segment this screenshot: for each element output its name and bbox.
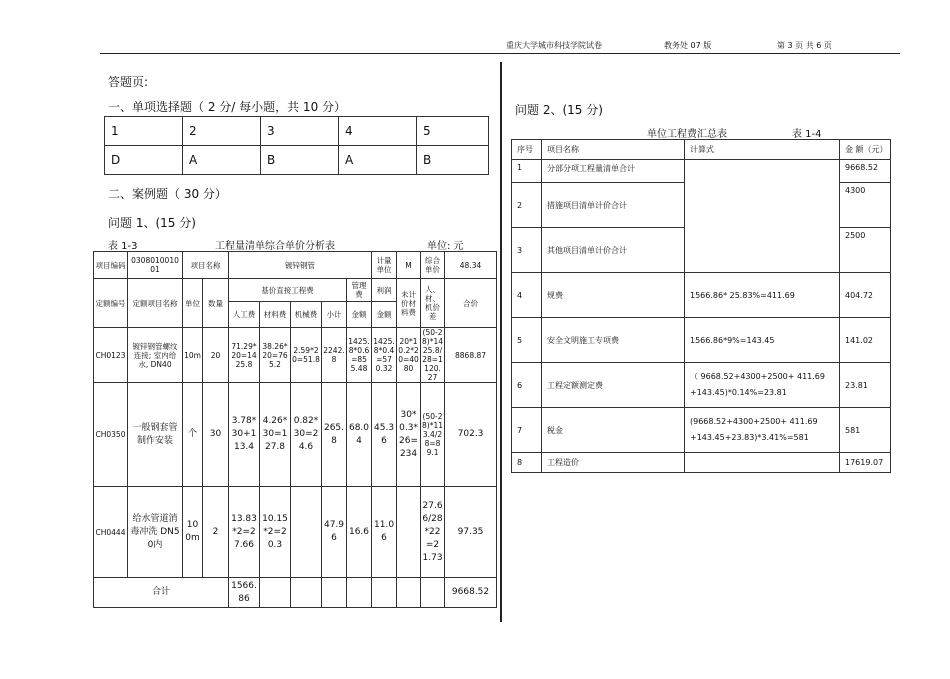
row-item: 工程造价 [542, 453, 685, 473]
row-seq: 5 [512, 318, 542, 363]
row-code: CH0123 [94, 328, 128, 383]
row-amount: 23.81 [840, 363, 891, 408]
row-item: 分部分项工程量清单合计 [542, 160, 685, 183]
answer-table [104, 116, 489, 175]
row-amount: 141.02 [840, 318, 891, 363]
row-unit: 10m [183, 328, 203, 383]
table14-title: 单位工程费汇总表 [647, 129, 727, 140]
col-head-total: 合价 [445, 279, 497, 328]
row-labor: 13.83*2=27.66 [229, 487, 260, 578]
table-row [512, 318, 891, 363]
row-seq: 3 [512, 228, 542, 273]
col-head-formula: 计算式 [685, 140, 840, 160]
header-rule [100, 53, 900, 54]
col-head-amount: 金 额（元） [840, 140, 891, 160]
row-amount: 2500 [840, 228, 891, 273]
project-code-label: 项目编码 [94, 252, 128, 279]
row-mgmt: 1425.8*0.6=855.48 [347, 328, 372, 383]
row-machine: 2.59*20=51.8 [291, 328, 322, 383]
row-unpriced [397, 487, 421, 578]
row-unit: 个 [183, 383, 203, 487]
row-amount: 4300 [840, 183, 891, 228]
measure-unit: M [397, 252, 421, 279]
table-row [512, 408, 891, 453]
col-head-code: 定额编号 [94, 279, 128, 328]
row-diff: (50-28)*14 25.8/28=1120.27 [422, 328, 444, 382]
row-total: 702.3 [445, 383, 497, 487]
answer-number: 4 [339, 117, 417, 146]
row-seq: 4 [512, 273, 542, 318]
answer-number: 2 [183, 117, 261, 146]
unit-price: 48.34 [445, 252, 497, 279]
row-material: 38.26*20=765.2 [260, 328, 291, 383]
answer-number: 5 [417, 117, 489, 146]
row-item: 规费 [542, 273, 685, 318]
col-head-diff: 人、材、机价差 [421, 279, 445, 328]
row-profit: 45.36 [372, 383, 397, 487]
row-subtotal: 47.96 [322, 487, 347, 578]
answer-choice: A [183, 146, 261, 175]
table-row [512, 453, 891, 473]
total-sum: 9668.52 [445, 578, 497, 608]
row-labor: 3.78*30+113.4 [229, 383, 260, 487]
col-head-labor: 人工费 [229, 302, 260, 328]
measure-unit-label: 计量单位 [372, 252, 397, 279]
col-head-material: 材料费 [260, 302, 291, 328]
row-seq: 7 [512, 408, 542, 453]
row-subtotal: 2242.8 [322, 328, 347, 383]
row-seq: 6 [512, 363, 542, 408]
row-name: 镀锌钢管螺纹连接; 室内给水, DN40 [128, 328, 183, 383]
col-head-machine: 机械费 [291, 302, 322, 328]
table14-label: 表 1-4 [792, 129, 822, 140]
answer-choice: B [261, 146, 339, 175]
row-diff: (50-28)*113.4/28=89.1 [421, 383, 445, 487]
row-material: 10.15*2=20.3 [260, 487, 291, 578]
col-head-unit: 单位 [183, 279, 203, 328]
unit-price-analysis-table [93, 251, 497, 608]
row-seq: 1 [512, 160, 542, 183]
table-row [512, 363, 891, 408]
column-divider [500, 62, 502, 622]
col-head-qty: 数量 [203, 279, 229, 328]
table13-unit: 单位: 元 [427, 241, 464, 252]
row-code: CH0444 [94, 487, 128, 578]
row-qty: 20 [203, 328, 229, 383]
question1-title: 问题 1、(15 分) [108, 216, 196, 230]
row-total: 8868.87 [445, 328, 497, 383]
row-formula: （ 9668.52+4300+2500+ 411.69 +143.45)*0.14%=23.81 [685, 363, 840, 408]
row-amount: 17619.07 [840, 453, 891, 473]
col-head-name: 定额项目名称 [128, 279, 183, 328]
table-row [94, 487, 497, 578]
answer-choice: A [339, 146, 417, 175]
row-machine [291, 487, 322, 578]
row-name: 给水管道消毒冲洗 DN50内 [128, 487, 183, 578]
table13-title: 工程量清单综合单价分析表 [215, 241, 335, 252]
section2-title: 二、案例题（ 30 分） [108, 187, 227, 201]
row-formula: 1566.86*9%=143.45 [685, 318, 840, 363]
col-head-direct: 基价直接工程费 [229, 279, 347, 302]
section1-title: 一、单项选择题（ 2 分/ 每小题，共 10 分） [108, 100, 347, 114]
col-head-item: 项目名称 [542, 140, 685, 160]
project-name-label: 项目名称 [183, 252, 229, 279]
table-row [512, 160, 891, 183]
row-formula [685, 453, 840, 473]
row-formula: 1566.86* 25.83%=411.69 [685, 273, 840, 318]
row-subtotal: 265.8 [322, 383, 347, 487]
row-item: 其他项目清单计价合计 [542, 228, 685, 273]
row-formula [685, 160, 840, 273]
row-formula: (9668.52+4300+2500+ 411.69 +143.45+23.83)*3.41%=581 [685, 408, 840, 453]
unit-price-label: 综合单价 [421, 252, 445, 279]
row-item: 措施项目清单计价合计 [542, 183, 685, 228]
col-head-profit: 利润 [372, 279, 397, 302]
school-name: 重庆大学城市科技学院试卷 [506, 41, 602, 50]
row-unit: 10 0m [183, 487, 203, 578]
project-name: 镀锌钢管 [229, 252, 372, 279]
cost-summary-table [511, 139, 891, 473]
col-head-mgmt: 管理费 [347, 279, 372, 302]
total-labor: 1566.86 [229, 578, 260, 608]
col-head-seq: 序号 [512, 140, 542, 160]
project-code: 030801001001 [128, 252, 183, 279]
row-code: CH0350 [94, 383, 128, 487]
row-seq: 2 [512, 183, 542, 228]
row-item: 工程定额测定费 [542, 363, 685, 408]
page-number: 第 3 页 共 6 页 [777, 41, 832, 50]
answer-choice: D [105, 146, 183, 175]
table-row [94, 328, 497, 383]
row-name: 一般钢套管制作安装 [128, 383, 183, 487]
row-unpriced: 30*0.3*26=234 [397, 383, 421, 487]
table-row [94, 383, 497, 487]
answer-title: 答题页: [108, 75, 149, 89]
row-amount: 581 [840, 408, 891, 453]
col-head-unpriced: 未计价材料费 [397, 279, 421, 328]
row-unpriced: 20*10.2*20=4080 [397, 328, 421, 383]
table13-label: 表 1-3 [108, 241, 138, 252]
row-item: 安全文明施工专项费 [542, 318, 685, 363]
row-profit: 11.06 [372, 487, 397, 578]
col-head-amount: 金额 [347, 302, 372, 328]
total-label: 合计 [94, 578, 229, 608]
answer-number: 1 [105, 117, 183, 146]
row-profit: 1425.8*0.4=570.32 [372, 328, 397, 383]
row-total: 97.35 [445, 487, 497, 578]
row-mgmt: 68.04 [347, 383, 372, 487]
row-item: 税金 [542, 408, 685, 453]
row-amount: 404.72 [840, 273, 891, 318]
row-seq: 8 [512, 453, 542, 473]
row-material: 4.26*30=127.8 [260, 383, 291, 487]
col-head-subtotal: 小计 [322, 302, 347, 328]
col-head-amount: 金额 [372, 302, 397, 328]
answer-number: 3 [261, 117, 339, 146]
row-diff: 27.66/28*22=21.73 [421, 487, 445, 578]
row-machine: 0.82*30=24.6 [291, 383, 322, 487]
row-amount: 9668.52 [840, 160, 891, 183]
answer-choice: B [417, 146, 489, 175]
row-qty: 30 [203, 383, 229, 487]
question2-title: 问题 2、(15 分) [515, 103, 603, 117]
row-qty: 2 [203, 487, 229, 578]
table-row [512, 273, 891, 318]
row-labor: 71.29*20=1425.8 [229, 328, 260, 383]
row-mgmt: 16.6 [347, 487, 372, 578]
office-version: 教务处 07 版 [664, 41, 712, 50]
